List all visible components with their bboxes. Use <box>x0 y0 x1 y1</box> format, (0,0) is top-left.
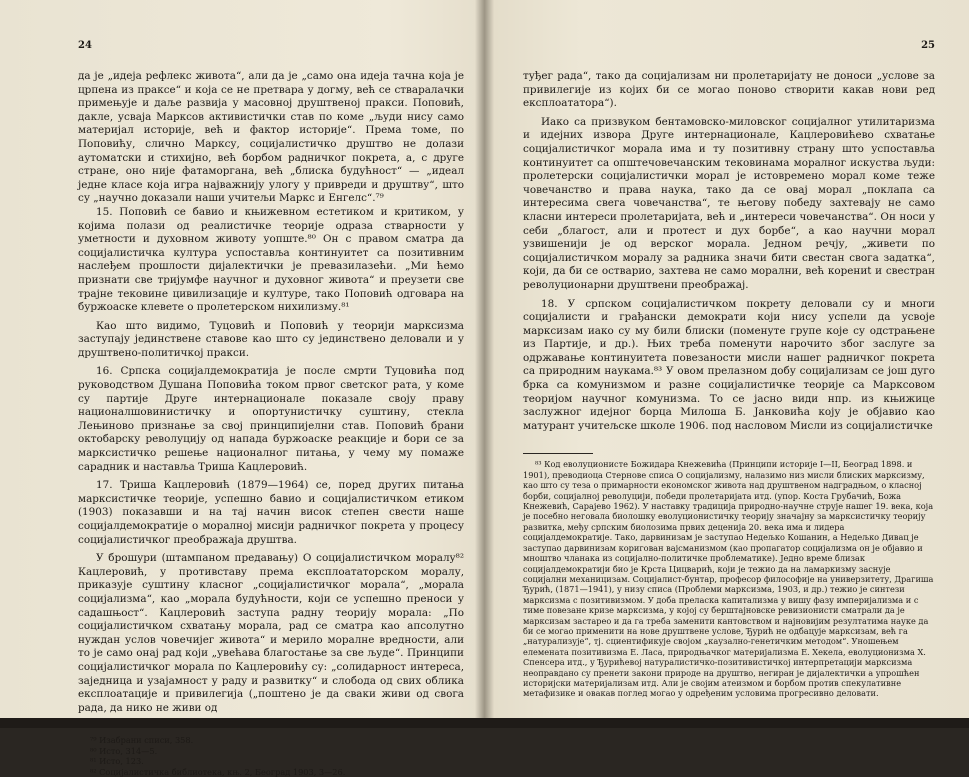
footnote: ⁸³ Код еволуционисте Божидара Кнежевића (Принципи историје I—II, Београд 1898. и 1901), преводиоца Стернове списа О социјализму, налазимо низ мисли блиских марксизму, као што су теза о примарности економског живота над друштвеном надградњом, о класној борби, социјалној револуцији, победи пролетаријата итд. (упор. Коста Грубачић, Божа Кнежевић, Сарајево 1962). У наставку традиција природно-научне струје нашег 19. века, која је посебно неговала биолошку еволуционистичку теорију значајну за марксистичку теорију развитка, међу српским биолозима првих деценија 20. века има и лидера социјалдемократије. Тако, дарвинизам је заступао Недељко Кошанин, а Недељко Дивац је заступао дарвинизам коригован вајсманизмом (као пропагатор социјализма он је објавио и мноштво чланака из социјално-политичке проблематике). Једно време близак социјалдемократији био је Крста Цицварић, који је тежио да на ламаркизму заснује социјални механицизам. Социјалист-бунтар, професор философије на универзитету, Драгиша Ђурић, (1871—1941), у низу списа (Проблеми марксизма, 1903, и др.) тежио је синтези марксизма с позитивизмом. У доба преласка капитализма у вишу фазу империјализма и с тиме повезане кризе марксизма, у којој су берштајновске ревизионисти сматрали да је марксизам застарео и да га треба заменити кантовством и најновијим резултатима науке да би се могао применити на нове друштвене услове, Ђурић не одбацује марксизам, већ га „натурализује“, тј. сциентификује својом „каузално-генетичким методом“. Уношењем елемената позитивизма Е. Ласа, природњачког материјализма Е. Хекела, еволуционизма Х. Спенсера итд., у Ђурићевој натуралистичко-позитивистичкој интерпретацији марксизма неоправдано су пренети закони природе на друштво, негиран је дијалектички а упрошћен историјски материјализам итд. Али је својим атеизмом и борбом против спекулативне метафизике и овакав поглед могао у одређеним условима прогресивно деловати. <box>523 459 934 699</box>
paragraph: 16. Српска социјалдемократија је после смрти Туцовића под руководством Душана Поповића током првог светског рата, у коме су партије Друге интернационале показале своју праву националшовинистичку и опортунистичку суштину, стекла Лењиново признање за свој принципијелни став. Поповић брани октобарску револуцију од напада буржоаске реакције и бори се за марксистичко решење националног питања, у чему му помаже сарадник и наставља Триша Кацлеровић. <box>78 365 464 473</box>
paragraph: Као што видимо, Туцовић и Поповић у теорији марксизма заступају јединствене ставове као што су јединствено деловали и у друштвено-политичкој пракси. <box>78 319 464 359</box>
paragraph: 15. Поповић се бавио и књижевном естетиком и критиком, у којима полази од реалистичке теорије одраза стварности у уметности и духовном животу уопште.⁸⁰ Он с правом сматра да социјалистичка култура успоставља континуитет са позитивним наслеђем прошлости дијалектички је превазилазећи. „Ми ћемо признати све тријумфе научног и духовног живота“ и преузети све трајне тековине цивилизације и културе, тако Поповић одговара на буржоаске клевете о пролетерском нихилизму.⁸¹ <box>78 205 464 314</box>
right-page <box>485 0 969 718</box>
paragraph: туђег рада“, тако да социјализам ни пролетаријату не доноси „услове за привилегије из којих би се могао поново створити какав нови ред експлоататора“). <box>523 70 935 110</box>
footnote: ⁸¹ Исто, 123. <box>90 756 144 767</box>
paragraph: У брошури (штампаном предавању) О социјалистичком моралу⁸² Кацлеровић, у противставу према експлоататорском моралу, приказује суштину класног „социјалистичког морала“, „морала социјализма“, као „морала будућности, који се успешно преноси у садашњост“. Кацлеровић заступа радну теорију морала: „По социјалистичком схватању морала, рад се сматра као апсолутно нуждан услов човечијег живота“ и мерило моралне вредности, али то је само онај рад који „увећава благостање за све људе“. Принципи социјалистичког морала по Кацлеровићу су: „солидарност интереса, заједница и узајамност у раду и развитку“ и слобода од свих облика експлоатације и привилегија („поштено је да сваки живи од свога рада, да нико не живи од <box>78 552 464 714</box>
left-page <box>0 0 484 777</box>
footnote: ⁷⁹ Изабрани списи, 358. <box>90 735 194 746</box>
page-number: 25 <box>921 40 935 51</box>
footnote-divider <box>78 729 148 730</box>
paragraph: да је „идеја рефлекс живота“, али да је „само она идеја тачна која је црпена из праксе“ и која се не претвара у догму, већ се стваралачки примењује и даље развија у масовној друштвеној пракси. Поповић, дакле, усваја Марксов активистички став по коме „људи нису само материјал историје, већ и фактор историје“. Према томе, по Поповићу, слично Марксу, социјалистичко друштво не долази аутоматски и стихијно, већ борбом радничког покрета, а, с друге стране, оно није фатаморгана, већ „блиска будућност“ — „идеал једне класе која игра најважнију улогу у привреди и друштву“, што су „научно доказали наши учитељи Маркс и Енгелс“.⁷⁹ <box>78 70 464 205</box>
paragraph: 17. Триша Кацлеровић (1879—1964) се, поред других питања марксистичке теорије, успешно бавио и социјалистичком етиком (1903) показавши и на тај начин висок степен свести наше социјалдемократије о моралној мисији радничког покрета у процесу социјалистичког преображаја друштва. <box>78 479 464 546</box>
body-text <box>78 70 464 715</box>
page-number: 24 <box>78 40 92 51</box>
scan-edge <box>0 718 969 728</box>
paragraph: Иако са призвуком бентамовско-миловског социјалног утилитаризма и идејних извора Друге интернационале, Кацлеровићево схватање социјалистичког морала има и ту позитивну страну што успоставља континуитет са општечовечанским тековинама моралног искуства људи: пролетерски социјалистички морал је истовремено морал коме теже човечанство и права наука, тако да се овај морал „поклапа са интересима свега човечанства“, те његову победу захтевају не само класни интереси пролетаријата, већ и „интереси човечанства“. Он носи у себи „благост, али и протест и дух борбе“, а као научни морал узвишенији је од верског морала. Једном речју, „живети по социјалистичком моралу за радника значи бити свестан свога задатка“, који, да би се остварио, захтева не само морални, већ корениt и свестран револуционарни друштвени преображај. <box>523 115 935 291</box>
paragraph: 18. У српском социјалистичком покрету деловали су и многи социјалисти и грађански демократи који нису успели да усвоје марксизам иако су му били блиски (поменуте групе које су одстрањене из Партије, и др.). Њих треба поменути нарочито због заслуге за одржавање континуитета повезаности мисли нашег радничког покрета са природним наукама.⁸³ У овом прелазном добу социјализам се још дуго брка са комунизмом и разне социјалистичке теорије са Марксовом теоријом научног комунизма. То се јасно види нпр. из књижице заслужног идејног борца Милоша Б. Јанковића коју је објавио као матурант учитељске школе 1906. под насловом Мисли из социјалистичке <box>523 297 935 432</box>
footnotes <box>523 459 935 698</box>
footnote-divider <box>523 453 593 454</box>
footnote: ⁸⁰ Исто, 314—5. <box>90 745 158 756</box>
body-text <box>523 70 935 433</box>
footnote: ⁸² Социјалистичка библиотека, књ. 2, Београд 1903, 3—26. <box>90 766 346 777</box>
footnotes <box>78 735 464 777</box>
